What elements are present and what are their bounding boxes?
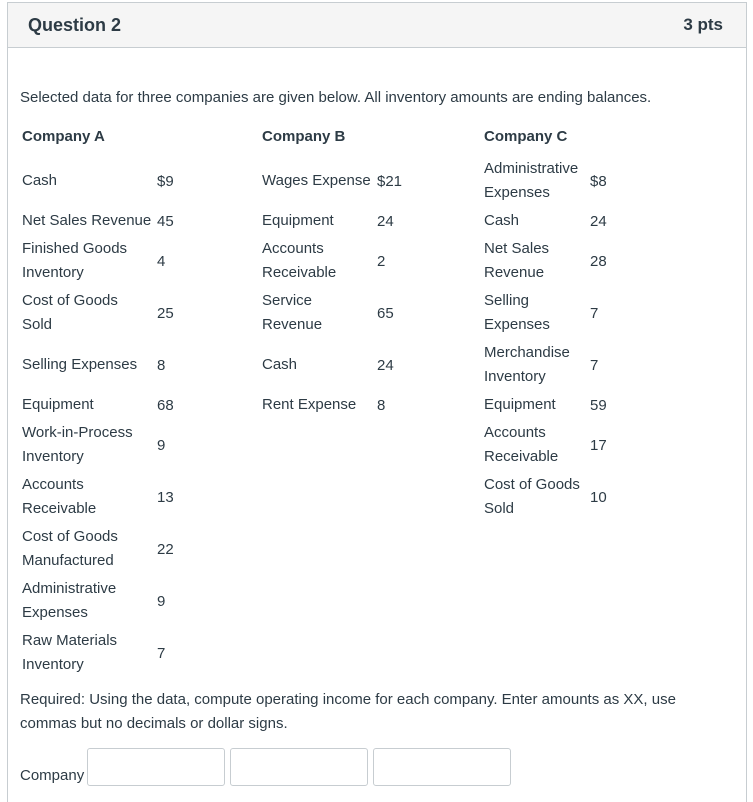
row-label: Equipment — [484, 396, 556, 413]
table-row — [22, 235, 174, 287]
company-c-heading: Company C — [484, 128, 568, 145]
row-value: 17 — [590, 436, 607, 454]
row-label: Selling Expenses — [484, 292, 550, 333]
row-value: 9 — [157, 592, 166, 610]
row-value: $9 — [157, 172, 174, 190]
row-value: $8 — [590, 172, 607, 190]
row-value: 13 — [157, 488, 174, 506]
row-value: 24 — [377, 212, 394, 230]
row-label: Work-in-Process Inventory — [22, 424, 133, 465]
row-value: 28 — [590, 252, 607, 270]
row-label: Wages Expense — [262, 172, 371, 189]
row-value: 7 — [590, 356, 599, 374]
table-row — [22, 339, 174, 391]
row-value: 9 — [157, 436, 166, 454]
row-value: 22 — [157, 540, 174, 558]
table-row — [22, 207, 174, 235]
row-label: Cost of Goods Manufactured — [22, 528, 118, 569]
table-row — [262, 155, 402, 207]
row-label: Accounts Receivable — [484, 424, 559, 465]
row-label: Cash — [22, 172, 58, 189]
table-row — [22, 155, 174, 207]
table-row — [484, 419, 607, 471]
row-label: Raw Materials Inventory — [22, 632, 118, 673]
question-points: 3 pts — [683, 15, 723, 34]
row-value: 65 — [377, 304, 394, 322]
row-label: Net Sales Revenue — [484, 240, 550, 281]
table-row — [484, 287, 607, 339]
row-value: 59 — [590, 396, 607, 414]
table-row — [22, 471, 174, 523]
row-label: Cash — [484, 212, 520, 229]
row-label: Accounts Receivable — [262, 240, 337, 281]
table-row — [22, 575, 174, 627]
row-label: Accounts Receivable — [22, 476, 97, 517]
row-label: Merchandise Inventory — [484, 344, 570, 385]
row-value: $21 — [377, 172, 403, 190]
row-value: 4 — [157, 252, 166, 270]
row-label: Selling Expenses — [22, 356, 138, 373]
table-row — [22, 419, 174, 471]
row-label: Equipment — [22, 396, 94, 413]
table-row — [262, 235, 402, 287]
table-row — [22, 523, 174, 575]
row-label: Administrative Expenses — [22, 580, 117, 621]
intro-text: Selected data for three companies are given below. All inventory amounts are ending balances. — [20, 89, 652, 106]
row-value: 2 — [377, 252, 386, 270]
table-row — [484, 207, 607, 235]
row-value: 45 — [157, 212, 174, 230]
company-a-answer-input[interactable] — [87, 748, 225, 786]
table-row — [262, 391, 402, 419]
row-value: 7 — [590, 304, 599, 322]
company-c-table — [484, 120, 607, 523]
table-row — [22, 287, 174, 339]
table-row — [22, 627, 174, 679]
row-label: Equipment — [262, 212, 334, 229]
company-b-table — [262, 120, 402, 419]
required-instructions: Required: Using the data, compute operating income for each company. Enter amounts as XX, use commas but no decimals or dollar signs. — [20, 691, 676, 732]
table-row — [262, 207, 402, 235]
table-row — [484, 391, 607, 419]
row-value: 8 — [377, 396, 386, 414]
row-label: Rent Expense — [262, 396, 357, 413]
table-row — [484, 471, 607, 523]
table-row — [262, 287, 402, 339]
company-b-heading: Company B — [262, 128, 346, 145]
table-row — [484, 155, 607, 207]
row-label: Cost of Goods Sold — [22, 292, 118, 333]
row-value: 24 — [590, 212, 607, 230]
row-value: 24 — [377, 356, 394, 374]
answer-row — [20, 748, 516, 786]
row-label: Cash — [262, 356, 298, 373]
row-value: 25 — [157, 304, 174, 322]
company-b-answer-input[interactable] — [230, 748, 368, 786]
table-row — [262, 339, 402, 391]
company-c-answer-input[interactable] — [373, 748, 511, 786]
row-label: Finished Goods Inventory — [22, 240, 128, 281]
table-row — [484, 235, 607, 287]
company-a-table — [22, 120, 174, 679]
row-label: Administrative Expenses — [484, 160, 579, 201]
question-header — [8, 3, 746, 48]
table-row — [22, 391, 174, 419]
table-row — [484, 339, 607, 391]
row-value: 10 — [590, 488, 607, 506]
row-value: 7 — [157, 644, 166, 662]
answer-row-label: Company — [20, 766, 85, 784]
row-value: 8 — [157, 356, 166, 374]
row-label: Net Sales Revenue — [22, 212, 152, 229]
row-label: Service Revenue — [262, 292, 323, 333]
company-a-heading: Company A — [22, 128, 105, 145]
row-value: 68 — [157, 396, 174, 414]
row-label: Cost of Goods Sold — [484, 476, 580, 517]
question-title: Question 2 — [28, 14, 122, 35]
